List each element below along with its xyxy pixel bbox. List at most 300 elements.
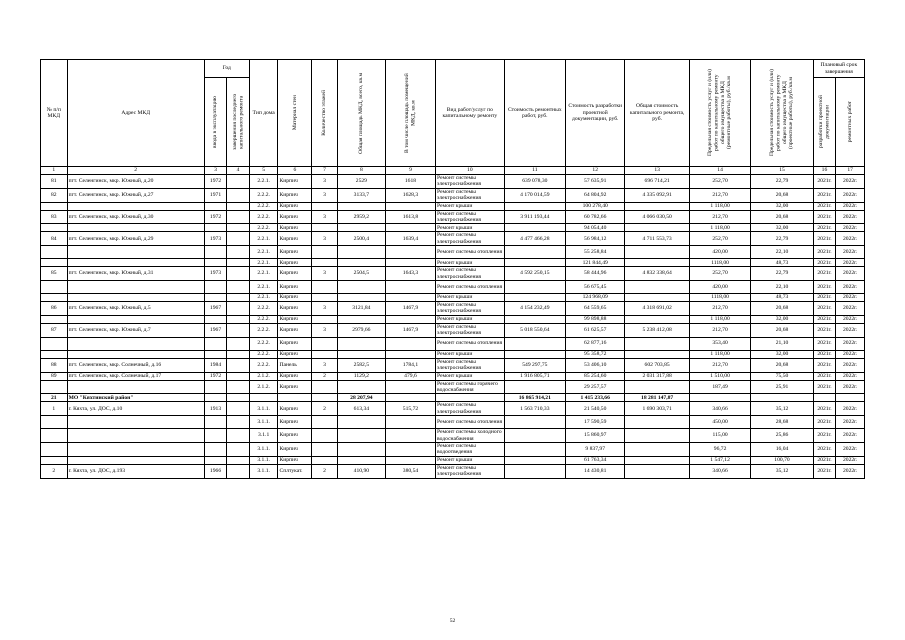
cell-total-area: 2504,5 bbox=[337, 267, 385, 281]
cell-total-area bbox=[337, 429, 385, 443]
cell-term-repair: 2022г. bbox=[836, 294, 865, 302]
cell-work-type: Ремонт системы отопления bbox=[436, 337, 505, 350]
cell-repair-cost: 4 170 014,59 bbox=[504, 188, 565, 202]
cell-last-repair-year bbox=[227, 224, 250, 232]
cell-floors: 2 bbox=[312, 372, 338, 380]
cell-address: пгт. Селенгинск, мкр. Южный, д.7 bbox=[67, 323, 204, 337]
table-row bbox=[41, 402, 865, 416]
summary-cell-design-cost: 1 415 233,66 bbox=[566, 394, 625, 402]
cell-design-cost: 85 254,60 bbox=[566, 372, 625, 380]
cell-limit-repair: 212,70 bbox=[689, 302, 750, 316]
cell-total-area bbox=[337, 294, 385, 302]
cell-wall-material: Кирпич bbox=[278, 188, 312, 202]
cell-term-repair: 2022г. bbox=[836, 456, 865, 464]
cell-design-cost: 61 763,34 bbox=[566, 456, 625, 464]
cell-design-cost: 99 898,88 bbox=[566, 315, 625, 323]
cell-design-cost: 21 540,50 bbox=[566, 402, 625, 416]
cell-house-type: 3.1.1. bbox=[249, 456, 278, 464]
cell-total-area: 1129,2 bbox=[337, 372, 385, 380]
cell-total-area: 2979,66 bbox=[337, 323, 385, 337]
cell-repair-cost bbox=[504, 442, 565, 456]
cell-repair-cost bbox=[504, 456, 565, 464]
table-row bbox=[41, 350, 865, 358]
cell-premises-area: 1784,1 bbox=[385, 358, 435, 372]
cell-wall-material: Кирпич bbox=[278, 323, 312, 337]
cell-total-cost: 4 832 338,64 bbox=[625, 267, 689, 281]
cell-commission-year bbox=[204, 429, 227, 443]
cell-premises-area bbox=[385, 337, 435, 350]
cell-address bbox=[67, 442, 204, 456]
cell-limit-design: 20,68 bbox=[751, 302, 813, 316]
cell-premises-area: 515,72 bbox=[385, 402, 435, 416]
cell-commission-year bbox=[204, 281, 227, 294]
cell-term-repair: 2022г. bbox=[836, 442, 865, 456]
cell-address bbox=[67, 416, 204, 429]
cell-premises-area bbox=[385, 315, 435, 323]
cell-design-cost: 60 782,66 bbox=[566, 210, 625, 224]
cell-term-repair: 2022г. bbox=[836, 175, 865, 189]
cell-address: пгт. Селенгинск, мкр. Солнечный, д.16 bbox=[67, 358, 204, 372]
cell-house-type: 2.2.2. bbox=[249, 202, 278, 210]
cell-work-type: Ремонт крыши bbox=[436, 202, 505, 210]
cell-house-type: 2.2.1. bbox=[249, 281, 278, 294]
column-number: 13 bbox=[625, 167, 689, 175]
cell-last-repair-year bbox=[227, 175, 250, 189]
cell-address: пгт. Селенгинск, мкр. Южный, д.5 bbox=[67, 302, 204, 316]
summary-cell-premises-area bbox=[385, 394, 435, 402]
cell-house-type: 3.1.1. bbox=[249, 442, 278, 456]
cell-design-cost: 94 054,40 bbox=[566, 224, 625, 232]
cell-floors: 2 bbox=[312, 464, 338, 478]
cell-row-number bbox=[41, 224, 68, 232]
header-total-cost: Общая стоимость капитального ремонта, руб. bbox=[625, 60, 689, 167]
cell-limit-design: 35,12 bbox=[751, 464, 813, 478]
table-row bbox=[41, 224, 865, 232]
cell-limit-design: 20,68 bbox=[751, 188, 813, 202]
table-row bbox=[41, 416, 865, 429]
cell-repair-cost: 639 078,30 bbox=[504, 175, 565, 189]
cell-row-number bbox=[41, 442, 68, 456]
cell-limit-repair: 212,70 bbox=[689, 188, 750, 202]
header-number: № п/п МКД bbox=[41, 60, 68, 167]
cell-address bbox=[67, 429, 204, 443]
cell-house-type: 2.2.1. bbox=[249, 294, 278, 302]
cell-last-repair-year bbox=[227, 456, 250, 464]
cell-limit-repair: 340,66 bbox=[689, 464, 750, 478]
cell-limit-repair: 187,49 bbox=[689, 380, 750, 394]
column-number: 15 bbox=[751, 167, 813, 175]
cell-address: пгт. Селенгинск, мкр. Солнечный, д.17 bbox=[67, 372, 204, 380]
cell-address bbox=[67, 456, 204, 464]
cell-term-repair: 2022г. bbox=[836, 372, 865, 380]
cell-last-repair-year bbox=[227, 188, 250, 202]
cell-design-cost: 29 257,57 bbox=[566, 380, 625, 394]
cell-last-repair-year bbox=[227, 294, 250, 302]
cell-commission-year bbox=[204, 224, 227, 232]
column-number: 5 bbox=[249, 167, 278, 175]
header-repair-cost: Стоимость ремонтных работ, руб. bbox=[504, 60, 565, 167]
cell-limit-repair: 252,70 bbox=[689, 267, 750, 281]
cell-commission-year: 1966 bbox=[204, 464, 227, 478]
cell-wall-material: Кирпич bbox=[278, 246, 312, 259]
summary-cell-row-number: 21 bbox=[41, 394, 68, 402]
column-number: 14 bbox=[689, 167, 750, 175]
cell-last-repair-year bbox=[227, 210, 250, 224]
cell-limit-repair: 420,00 bbox=[689, 281, 750, 294]
cell-row-number: 86 bbox=[41, 302, 68, 316]
cell-term-repair: 2022г. bbox=[836, 350, 865, 358]
column-number: 16 bbox=[813, 167, 836, 175]
cell-wall-material: Кирпич bbox=[278, 232, 312, 246]
cell-total-cost bbox=[625, 224, 689, 232]
cell-limit-design: 20,68 bbox=[751, 323, 813, 337]
table-row bbox=[41, 442, 865, 456]
cell-term-repair: 2022г. bbox=[836, 429, 865, 443]
cell-repair-cost: 1 563 710,33 bbox=[504, 402, 565, 416]
cell-design-cost: 55 258,84 bbox=[566, 246, 625, 259]
cell-address bbox=[67, 281, 204, 294]
cell-address bbox=[67, 294, 204, 302]
cell-total-cost: 4 066 030,50 bbox=[625, 210, 689, 224]
cell-term-repair: 2022г. bbox=[836, 224, 865, 232]
cell-commission-year bbox=[204, 456, 227, 464]
cell-premises-area bbox=[385, 429, 435, 443]
cell-design-cost: 56 984,12 bbox=[566, 232, 625, 246]
cell-commission-year: 1972 bbox=[204, 210, 227, 224]
cell-last-repair-year bbox=[227, 202, 250, 210]
cell-limit-design: 32,00 bbox=[751, 224, 813, 232]
cell-total-cost bbox=[625, 259, 689, 267]
cell-row-number: 82 bbox=[41, 188, 68, 202]
cell-commission-year: 1967 bbox=[204, 302, 227, 316]
cell-limit-design: 22,79 bbox=[751, 267, 813, 281]
cell-row-number bbox=[41, 281, 68, 294]
column-number: 10 bbox=[436, 167, 505, 175]
cell-premises-area bbox=[385, 294, 435, 302]
cell-term-design: 2021г. bbox=[813, 402, 836, 416]
cell-term-repair: 2022г. bbox=[836, 210, 865, 224]
cell-design-cost: 62 877,16 bbox=[566, 337, 625, 350]
cell-floors: 3 bbox=[312, 267, 338, 281]
cell-premises-area bbox=[385, 246, 435, 259]
cell-wall-material: Кирпич bbox=[278, 456, 312, 464]
cell-row-number bbox=[41, 337, 68, 350]
cell-term-repair: 2022г. bbox=[836, 315, 865, 323]
cell-design-cost: 64 559,65 bbox=[566, 302, 625, 316]
cell-address: пгт. Селенгинск, мкр. Южный, д.29 bbox=[67, 232, 204, 246]
cell-work-type: Ремонт системы отопления bbox=[436, 281, 505, 294]
cell-floors bbox=[312, 294, 338, 302]
cell-commission-year bbox=[204, 337, 227, 350]
cell-house-type: 2.2.2. bbox=[249, 337, 278, 350]
cell-work-type: Ремонт системы электроснабжения bbox=[436, 267, 505, 281]
header-year-group: Год bbox=[204, 60, 249, 78]
table-row bbox=[41, 372, 865, 380]
cell-repair-cost bbox=[504, 259, 565, 267]
cell-term-repair: 2022г. bbox=[836, 402, 865, 416]
table-row bbox=[41, 337, 865, 350]
cell-house-type: 2.2.2. bbox=[249, 323, 278, 337]
cell-total-cost: 4 711 553,73 bbox=[625, 232, 689, 246]
cell-commission-year: 1984 bbox=[204, 358, 227, 372]
cell-repair-cost: 4 477 466,28 bbox=[504, 232, 565, 246]
cell-limit-repair: 1118,00 bbox=[689, 294, 750, 302]
cell-wall-material: Кирпич bbox=[278, 416, 312, 429]
cell-wall-material: Кирпич bbox=[278, 267, 312, 281]
table-row bbox=[41, 281, 865, 294]
cell-work-type: Ремонт системы отопления bbox=[436, 416, 505, 429]
cell-wall-material: Кирпич bbox=[278, 259, 312, 267]
cell-last-repair-year bbox=[227, 358, 250, 372]
cell-commission-year bbox=[204, 246, 227, 259]
cell-limit-repair: 1 118,00 bbox=[689, 224, 750, 232]
cell-floors bbox=[312, 456, 338, 464]
cell-limit-repair: 1 547,12 bbox=[689, 456, 750, 464]
cell-work-type: Ремонт системы электроснабжения bbox=[436, 323, 505, 337]
cell-repair-cost bbox=[504, 380, 565, 394]
summary-cell-commission-year bbox=[204, 394, 227, 402]
cell-term-design: 2021г. bbox=[813, 294, 836, 302]
cell-work-type: Ремонт крыши bbox=[436, 259, 505, 267]
cell-work-type: Ремонт крыши bbox=[436, 315, 505, 323]
cell-row-number bbox=[41, 294, 68, 302]
cell-repair-cost bbox=[504, 337, 565, 350]
cell-repair-cost bbox=[504, 350, 565, 358]
cell-house-type: 2.2.2. bbox=[249, 210, 278, 224]
cell-term-design: 2021г. bbox=[813, 202, 836, 210]
summary-cell-floors bbox=[312, 394, 338, 402]
cell-total-cost bbox=[625, 442, 689, 456]
cell-limit-design: 22,10 bbox=[751, 281, 813, 294]
cell-work-type: Ремонт системы электроснабжения bbox=[436, 358, 505, 372]
cell-design-cost: 121 844,49 bbox=[566, 259, 625, 267]
header-last-repair-year: завершения последнего капитального ремонта bbox=[227, 78, 250, 167]
capital-repair-table bbox=[40, 59, 865, 479]
cell-address bbox=[67, 202, 204, 210]
cell-last-repair-year bbox=[227, 302, 250, 316]
cell-row-number bbox=[41, 246, 68, 259]
cell-premises-area bbox=[385, 224, 435, 232]
cell-address bbox=[67, 246, 204, 259]
summary-cell-last-repair-year bbox=[227, 394, 250, 402]
table-row bbox=[41, 202, 865, 210]
cell-term-repair: 2022г. bbox=[836, 358, 865, 372]
cell-commission-year bbox=[204, 380, 227, 394]
header-commission-year: ввода в эксплуатацию bbox=[204, 78, 227, 167]
cell-design-cost: 17 590,59 bbox=[566, 416, 625, 429]
cell-work-type: Ремонт крыши bbox=[436, 456, 505, 464]
header-limit-repair: Предельная стоимость услуг и (или) работ по капитальному ремонту общего имущества в МКД (ремонтные работы), руб./кв.м bbox=[689, 60, 750, 167]
column-number: 1 bbox=[41, 167, 68, 175]
table-row bbox=[41, 188, 865, 202]
cell-design-cost: 61 625,57 bbox=[566, 323, 625, 337]
cell-work-type: Ремонт системы отопления bbox=[436, 246, 505, 259]
cell-limit-design: 35,12 bbox=[751, 402, 813, 416]
table-row bbox=[41, 315, 865, 323]
cell-term-repair: 2022г. bbox=[836, 267, 865, 281]
cell-wall-material: Кирпич bbox=[278, 350, 312, 358]
cell-term-design: 2021г. bbox=[813, 281, 836, 294]
cell-total-area bbox=[337, 246, 385, 259]
cell-row-number: 1 bbox=[41, 402, 68, 416]
cell-total-cost bbox=[625, 315, 689, 323]
cell-term-repair: 2022г. bbox=[836, 302, 865, 316]
cell-floors bbox=[312, 416, 338, 429]
cell-wall-material: Кирпич bbox=[278, 315, 312, 323]
cell-row-number bbox=[41, 380, 68, 394]
cell-wall-material: Кирпич bbox=[278, 337, 312, 350]
cell-term-design: 2021г. bbox=[813, 456, 836, 464]
cell-commission-year: 1973 bbox=[204, 267, 227, 281]
cell-design-cost: 15 860,97 bbox=[566, 429, 625, 443]
cell-term-design: 2021г. bbox=[813, 358, 836, 372]
cell-repair-cost bbox=[504, 246, 565, 259]
header-term-repair: ремонтных работ bbox=[836, 78, 865, 167]
cell-commission-year: 1967 bbox=[204, 323, 227, 337]
cell-total-area bbox=[337, 315, 385, 323]
cell-house-type: 3.1.1 bbox=[249, 429, 278, 443]
table-row bbox=[41, 294, 865, 302]
cell-term-design: 2021г. bbox=[813, 175, 836, 189]
cell-wall-material: Кирпич bbox=[278, 380, 312, 394]
cell-commission-year: 1973 bbox=[204, 232, 227, 246]
cell-repair-cost bbox=[504, 224, 565, 232]
cell-total-cost: 4 318 691,02 bbox=[625, 302, 689, 316]
summary-cell-limit-design bbox=[751, 394, 813, 402]
cell-limit-design: 20,68 bbox=[751, 358, 813, 372]
cell-row-number: 81 bbox=[41, 175, 68, 189]
cell-limit-design: 25,91 bbox=[751, 380, 813, 394]
cell-last-repair-year bbox=[227, 323, 250, 337]
cell-work-type: Ремонт крыши bbox=[436, 294, 505, 302]
cell-floors bbox=[312, 281, 338, 294]
summary-cell-total-area: 28 207,94 bbox=[337, 394, 385, 402]
cell-premises-area: 1467,9 bbox=[385, 323, 435, 337]
cell-limit-repair: 212,70 bbox=[689, 323, 750, 337]
cell-total-cost bbox=[625, 456, 689, 464]
cell-commission-year bbox=[204, 416, 227, 429]
summary-cell-limit-repair bbox=[689, 394, 750, 402]
cell-limit-repair: 1 118,00 bbox=[689, 202, 750, 210]
cell-total-area bbox=[337, 259, 385, 267]
cell-house-type: 2.2.2. bbox=[249, 350, 278, 358]
cell-design-cost: 58 444,96 bbox=[566, 267, 625, 281]
cell-repair-cost bbox=[504, 281, 565, 294]
cell-premises-area bbox=[385, 281, 435, 294]
cell-row-number: 84 bbox=[41, 232, 68, 246]
cell-limit-repair: 340,66 bbox=[689, 402, 750, 416]
cell-total-cost bbox=[625, 202, 689, 210]
cell-term-repair: 2022г. bbox=[836, 232, 865, 246]
cell-limit-repair: 1 118,00 bbox=[689, 315, 750, 323]
cell-floors bbox=[312, 442, 338, 456]
cell-house-type: 3.1.1. bbox=[249, 402, 278, 416]
table-row bbox=[41, 232, 865, 246]
cell-premises-area: 1643,3 bbox=[385, 267, 435, 281]
cell-limit-design: 32,00 bbox=[751, 315, 813, 323]
column-number: 12 bbox=[566, 167, 625, 175]
cell-term-design: 2021г. bbox=[813, 224, 836, 232]
page-number: 52 bbox=[449, 618, 456, 624]
cell-last-repair-year bbox=[227, 442, 250, 456]
cell-term-repair: 2022г. bbox=[836, 416, 865, 429]
header-floors: Количество этажей bbox=[312, 60, 338, 167]
cell-last-repair-year bbox=[227, 429, 250, 443]
cell-work-type: Ремонт системы электроснабжения bbox=[436, 402, 505, 416]
cell-house-type: 2.2.2. bbox=[249, 302, 278, 316]
cell-row-number: 89 bbox=[41, 372, 68, 380]
cell-term-repair: 2022г. bbox=[836, 464, 865, 478]
cell-last-repair-year bbox=[227, 464, 250, 478]
header-total-area: Общая площадь МКД, всего, кв.м bbox=[337, 60, 385, 167]
cell-limit-design: 75,50 bbox=[751, 372, 813, 380]
cell-term-design: 2021г. bbox=[813, 464, 836, 478]
cell-term-design: 2021г. bbox=[813, 246, 836, 259]
cell-wall-material: Кирпич bbox=[278, 372, 312, 380]
cell-total-area: 2959,2 bbox=[337, 210, 385, 224]
cell-house-type: 2.2.1. bbox=[249, 232, 278, 246]
cell-house-type: 2.1.2. bbox=[249, 372, 278, 380]
cell-term-design: 2021г. bbox=[813, 442, 836, 456]
cell-total-cost: 1 690 303,71 bbox=[625, 402, 689, 416]
cell-limit-repair: 1 510,00 bbox=[689, 372, 750, 380]
cell-limit-repair: 212,70 bbox=[689, 210, 750, 224]
cell-floors: 3 bbox=[312, 323, 338, 337]
cell-floors bbox=[312, 337, 338, 350]
cell-last-repair-year bbox=[227, 402, 250, 416]
cell-house-type: 2.2.1. bbox=[249, 267, 278, 281]
cell-design-cost: 53 406,10 bbox=[566, 358, 625, 372]
cell-premises-area: 1467,9 bbox=[385, 302, 435, 316]
cell-total-cost bbox=[625, 246, 689, 259]
cell-term-repair: 2022г. bbox=[836, 323, 865, 337]
cell-row-number bbox=[41, 350, 68, 358]
cell-address bbox=[67, 350, 204, 358]
cell-floors: 3 bbox=[312, 232, 338, 246]
cell-row-number bbox=[41, 429, 68, 443]
cell-work-type: Ремонт системы холодного водоснабжения bbox=[436, 429, 505, 443]
cell-limit-design: 48,73 bbox=[751, 294, 813, 302]
summary-cell-term-repair bbox=[836, 394, 865, 402]
cell-repair-cost: 4 592 250,15 bbox=[504, 267, 565, 281]
cell-last-repair-year bbox=[227, 281, 250, 294]
cell-floors bbox=[312, 315, 338, 323]
cell-total-area: 613,34 bbox=[337, 402, 385, 416]
cell-wall-material: Сплтукат. bbox=[278, 464, 312, 478]
cell-house-type: 2.2.1. bbox=[249, 259, 278, 267]
cell-design-cost: 95 358,72 bbox=[566, 350, 625, 358]
cell-work-type: Ремонт системы горячего водоснабжения bbox=[436, 380, 505, 394]
cell-repair-cost: 5 018 550,64 bbox=[504, 323, 565, 337]
cell-total-area bbox=[337, 380, 385, 394]
cell-house-type: 2.2.2. bbox=[249, 188, 278, 202]
table-row bbox=[41, 302, 865, 316]
cell-commission-year bbox=[204, 315, 227, 323]
cell-design-cost: 57 635,91 bbox=[566, 175, 625, 189]
summary-row bbox=[41, 394, 865, 402]
cell-address: пгт. Селенгинск, мкр. Южный, д.30 bbox=[67, 210, 204, 224]
cell-floors: 3 bbox=[312, 358, 338, 372]
cell-limit-design: 20,68 bbox=[751, 210, 813, 224]
cell-address bbox=[67, 315, 204, 323]
table-row bbox=[41, 175, 865, 189]
cell-work-type: Ремонт системы электроснабжения bbox=[436, 175, 505, 189]
cell-address bbox=[67, 224, 204, 232]
column-number: 9 bbox=[385, 167, 435, 175]
cell-total-area bbox=[337, 442, 385, 456]
cell-wall-material: Кирпич bbox=[278, 224, 312, 232]
summary-cell-house-type bbox=[249, 394, 278, 402]
